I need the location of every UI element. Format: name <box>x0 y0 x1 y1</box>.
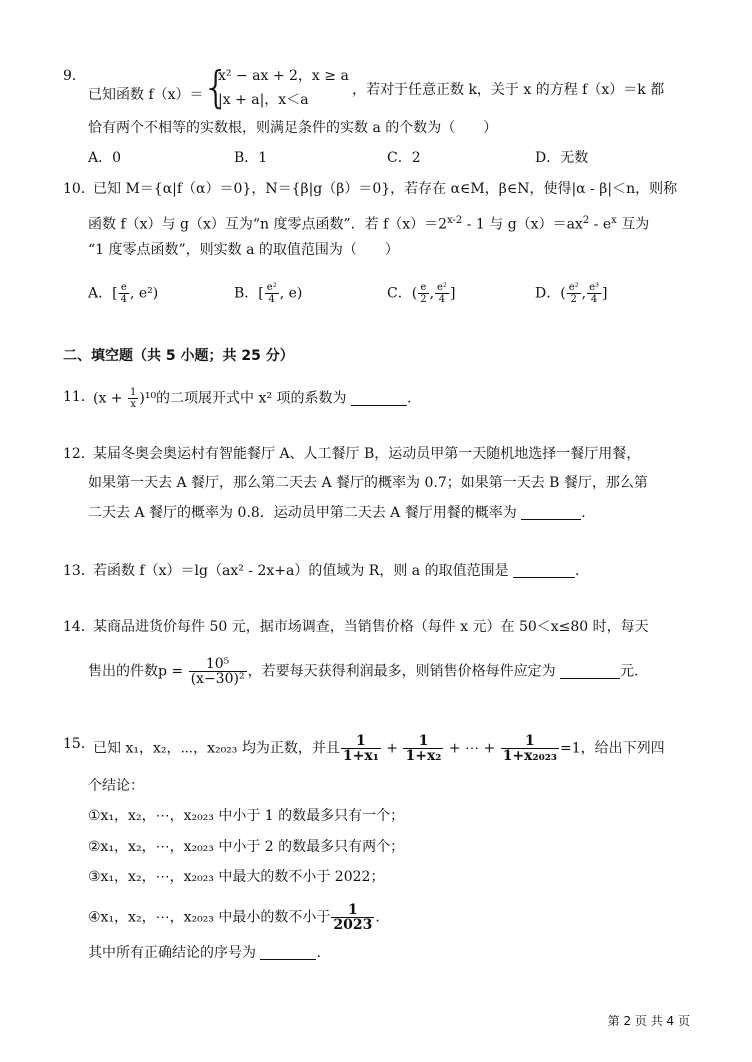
answer-blank[interactable] <box>260 945 316 960</box>
question-11 <box>0 382 752 412</box>
question-text: 二天去 A 餐厅的概率为 0.8．运动员甲第二天去 A 餐厅用餐的概率为 . <box>88 505 586 521</box>
choice-b: B．1 <box>234 150 268 166</box>
conclusion-1: ①x₁，x₂，⋯，x₂₀₂₃ 中小于 1 的数最多只有一个； <box>88 808 405 824</box>
question-text: 函数 f（x）与 g（x）互为“n 度零点函数”．若 $f(x)=2^{x-2} - 1$ 与 $g(x)=ax^2 - e^x$ 互为 <box>88 215 650 233</box>
question-text: 已知 M＝{α|f（α）＝0}，N＝{β|g（β）＝0}，若存在 α∈M，β∈N，使得|α - β|＜n，则称 <box>93 181 678 197</box>
page-footer: 第 2 页 共 4 页 <box>607 1014 690 1028</box>
question-text: “1 度零点函数”，则实数 a 的取值范围为（ ） <box>88 242 399 258</box>
choice-c: C．( $\frac{e}{2}$ , $\frac{\text{e²}}{4}$ ] <box>387 282 456 305</box>
choice-b: B．[ $\frac{\text{e²}}{4}$ , e) <box>234 282 303 305</box>
question-text: 若函数 f（x）＝lg（ax² - 2x+a）的值域为 R，则 a 的取值范围是 . <box>93 563 580 579</box>
choice-d: D．无数 <box>535 150 589 166</box>
conclusion-2: ②x₁，x₂，⋯，x₂₀₂₃ 中小于 2 的数最多只有两个； <box>88 839 405 855</box>
question-text: 售出的件数p = $\frac{\text{10⁵}}{\text{(x−30)²}}$ ，若要每天获得利润最多，则销售价格每件应定为 元. <box>88 656 639 687</box>
question-15 <box>0 722 752 766</box>
conclusion-4: ④x₁，x₂，⋯，x₂₀₂₃ 中最小的数不小于 $\frac{1}{2023}$ . <box>88 902 380 933</box>
question-text: 个结论： <box>88 778 144 794</box>
question-number: 11． <box>63 389 95 405</box>
choice-a: A．[ $\frac{e}{4}$ , e²) <box>88 282 159 305</box>
question-text: 如果第一天去 A 餐厅，那么第二天去 A 餐厅的概率为 0.7；如果第一天去 B 餐厅，那么第 <box>88 475 648 491</box>
piecewise-case-1: x² − ax + 2，x ≥ a <box>218 68 349 84</box>
piecewise-case-2: |x + a|，x＜a <box>218 92 309 108</box>
question-number: 14． <box>63 619 95 635</box>
answer-blank[interactable] <box>521 505 581 520</box>
answer-blank[interactable] <box>513 563 575 578</box>
answer-blank[interactable] <box>560 664 620 679</box>
choice-a: A．0 <box>88 150 122 166</box>
conclusion-3: ③x₁，x₂，⋯，x₂₀₂₃ 中最大的数不小于 2022； <box>88 869 385 885</box>
question-text: 其中所有正确结论的序号为 . <box>88 945 321 961</box>
section-heading: 二、填空题（共 5 小题；共 25 分） <box>63 348 294 364</box>
question-text: 已知 x₁，x₂，⋯，x₂₀₂₃ 均为正数，并且 $\frac{1}{\text{1+x₁}}$ + $\frac{1}{\text{1+x₂}}$ + ⋯ + $\frac{1}{\text{1+x₂₀₂₃}}$ =1，给出下列四 <box>93 733 665 764</box>
question-text: ，若对于任意正数 k，关于 x 的方程 f（x）＝k 都 <box>352 82 665 98</box>
choice-d: D．( $\frac{\text{e²}}{2}$ , $\frac{\text{e³}}{4}$ ] <box>535 282 608 305</box>
question-number: 9． <box>63 68 86 84</box>
question-text: 某届冬奥会奥运村有智能餐厅 A、人工餐厅 B，运动员甲第一天随机地选择一餐厅用餐， <box>93 446 641 462</box>
choice-c: C．2 <box>387 150 421 166</box>
question-number: 15． <box>63 736 95 752</box>
question-text: 恰有两个不相等的实数根，则满足条件的实数 a 的个数为（ ） <box>88 120 498 136</box>
question-number: 10． <box>63 181 95 197</box>
question-number: 13． <box>63 563 95 579</box>
piecewise-brace: { <box>202 62 230 113</box>
question-number: 12． <box>63 446 95 462</box>
question-text: 某商品进货价每件 50 元，据市场调查，当销售价格（每件 x 元）在 50＜x≤80 时，每天 <box>93 619 649 635</box>
question-text: (x + $\frac{1}{x}$ )¹⁰的二项展开式中 x² 项的系数为 . <box>93 387 412 410</box>
question-text: 已知函数 f（x）＝ <box>88 87 204 103</box>
choices <box>0 278 752 308</box>
answer-blank[interactable] <box>351 391 407 406</box>
